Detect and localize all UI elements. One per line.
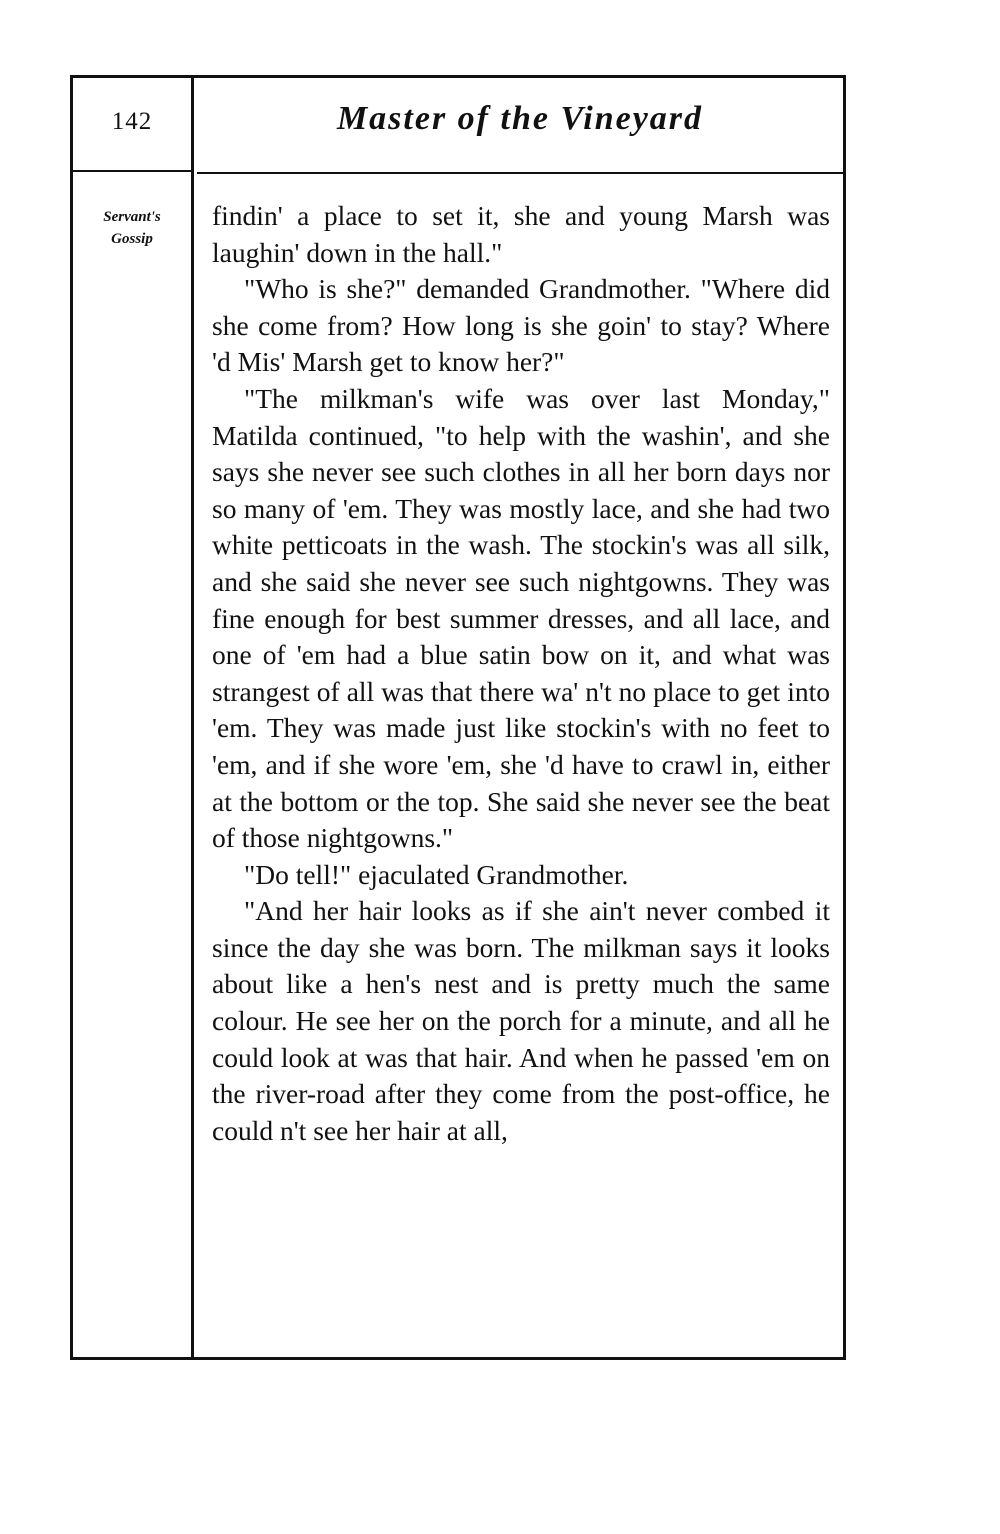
paragraph-3: "The milkman's wife was over last Monday," Matilda continued, "to help with the washin', and she says she never see such clothes in all her born days nor so many of 'em. They was mostly lace, and she had two white petticoats in the wash. The stockin's was all silk, and she said she never see such nightgowns. They was fine enough for best summer dresses, and all lace, and one of 'em had a blue satin bow on it, and what was strangest of all was that there wa' n't no place to get into 'em. They was made just like stockin's with no feet to 'em, and if she wore 'em, she 'd have to crawl in, either at the bottom or the top. She said she never see the beat of those nightgowns." [212, 382, 830, 854]
page-frame [70, 75, 846, 1360]
paragraph-5: "And her hair looks as if she ain't never combed it since the day she was born. The milkman says it looks about like a hen's nest and is pretty much the same colour. He see her on the porch for a minute, and all he could look at was that hair. And when he passed 'em on the river-road after they come from the post-office, he could n't see her hair at all, [212, 895, 830, 1146]
margin-note [75, 206, 189, 250]
header-rule-right [197, 172, 843, 174]
body-text [212, 198, 830, 1149]
page-number: 142 [111, 108, 153, 135]
running-title: Master of the Vineyard [336, 100, 704, 137]
paragraph-1: findin' a place to set it, she and young Marsh was laughin' down in the hall." [212, 200, 830, 268]
margin-note-line-2: Gossip [111, 231, 153, 247]
column-divider [191, 78, 194, 1357]
margin-note-line-1: Servant's [103, 209, 161, 225]
paragraph-2: "Who is she?" demanded Grandmother. "Where did she come from? How long is she goin' to stay? Where 'd Mis' Marsh get to know her?" [212, 273, 830, 378]
header-rule-left [73, 170, 191, 172]
paragraph-4: "Do tell!" ejaculated Grandmother. [244, 858, 629, 890]
